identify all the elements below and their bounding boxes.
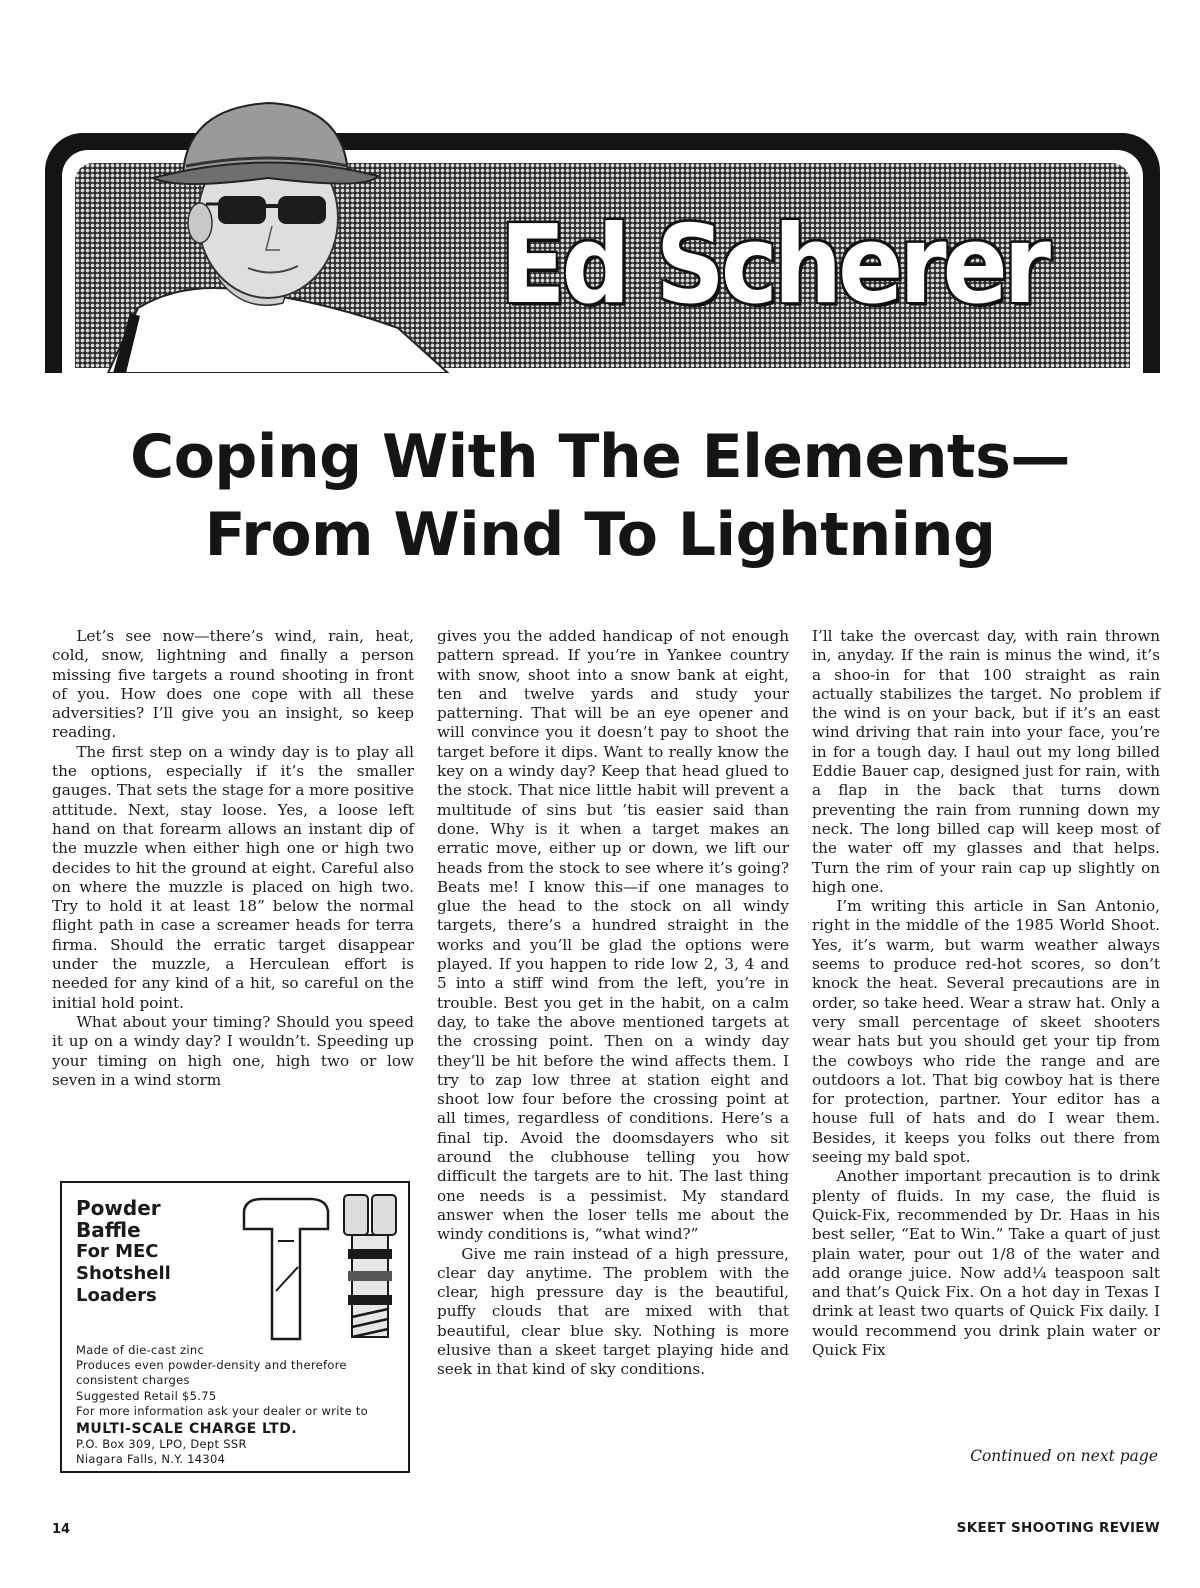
paragraph: I’m writing this article in San Antonio, right in the middle of the 1985 World Shoot. Yes, it’s warm, but warm weather always seems to produce red-hot scores, so don’t knock the heat. Several precautions are in order, so take heed. Wear a straw hat. Only a very small percentage of skeet shooters wear hats but you should get your tip from the cowboys who ride the range and are outdoors a lot. That big cowboy hat is there for protection, partner. Your editor has a house full of hats and do I wear them. Besides, it keeps you folks out there from seeing my bald spot. bbox=[812, 897, 1161, 1167]
paragraph: I’ll take the overcast day, with rain thrown in, anyday. If the rain is minus the wind, it’s a shoo-in for that 100 straight as rain actually stabilizes the target. No problem if the wind is on your back, but if it’s an east wind driving that rain into your face, you’re in for a tough day. I haul out my long billed Eddie Bauer cap, designed just for rain, with a flap in the back that turns down preventing the rain from running down my neck. The long billed cap will keep most of the water off my glasses and that helps. Turn the rim of your rain cap up slightly on high one. bbox=[812, 627, 1160, 896]
advertisement-box bbox=[60, 1181, 410, 1473]
ad-address-line: Niagara Falls, N.Y. 14304 bbox=[76, 1452, 226, 1467]
article-column-3 bbox=[812, 627, 1160, 1360]
paragraph: Give me rain instead of a high pressure, clear day anytime. The problem with the clear, high pressure day is the beautiful, puffy clouds that are mixed with that beautiful, clear blue sky. Nothing is more elusive than a skeet target playing hide and seek in that kind of sky conditions. bbox=[437, 1244, 789, 1379]
headline-line-2: From Wind To Lightning bbox=[204, 500, 996, 570]
paragraph: The first step on a windy day is to play all the options, especially if it’s the smaller gauges. That sets the stage for a more positive attitude. Next, stay loose. Yes, a loose left hand on that forearm allows an instant dip of the muzzle when either high one or high two decides to hit the ground at eight. Careful also on where the muzzle is placed on high two. Try to hold it at least 18” below the normal flight path in case a screamer heads for terra firma. Should the erratic target disappear under the muzzle, a Herculean effort is needed for any kind of a hit, so careful on the initial hold point. bbox=[52, 742, 414, 1012]
ad-title-line: Loaders bbox=[76, 1285, 157, 1306]
headline bbox=[40, 418, 1160, 574]
page-number: 14 bbox=[52, 1522, 71, 1537]
ad-address-line: P.O. Box 309, LPO, Dept SSR bbox=[76, 1437, 247, 1452]
ad-line: For more information ask your dealer or write to bbox=[76, 1403, 368, 1418]
headline-line-1: Coping With The Elements— bbox=[130, 422, 1070, 492]
ad-title-line: For MEC bbox=[76, 1241, 159, 1262]
article-column-2 bbox=[437, 627, 789, 1380]
ad-title-line: Baffle bbox=[76, 1218, 141, 1242]
ad-company: MULTI-SCALE CHARGE LTD. bbox=[76, 1421, 298, 1438]
paragraph: Let’s see now—there’s wind, rain, heat, cold, snow, lightning and finally a person missing five targets a round shooting in front of you. How does one cope with all these adversities? I’ll give you an insight, so keep reading. bbox=[52, 627, 414, 742]
ad-text bbox=[76, 1343, 406, 1468]
ad-title-line: Shotshell bbox=[76, 1263, 171, 1284]
columnist-name: Ed Scherer bbox=[500, 202, 1048, 328]
magazine-name: SKEET SHOOTING REVIEW bbox=[956, 1520, 1160, 1536]
paragraph: Another important precaution is to drink plenty of fluids. In my case, the fluid is Quick-Fix, recommended by Dr. Haas in his best seller, “Eat to Win.” Take a quart of just plain water, pour out 1/8 of the water and add orange juice. Now add¼ teaspoon salt and that’s Quick Fix. On a hot day in Texas I drink at least two quarts of Quick Fix daily. I would recommend you drink plain water or Quick Fix bbox=[812, 1167, 1160, 1359]
columnist-portrait bbox=[68, 78, 488, 373]
ad-line: Made of die-cast zinc bbox=[76, 1343, 205, 1357]
article-column-1 bbox=[52, 627, 414, 1090]
ad-title bbox=[76, 1197, 236, 1307]
ad-title-line: Powder bbox=[76, 1196, 161, 1220]
ad-line: Suggested Retail $5.75 bbox=[76, 1388, 217, 1403]
paragraph: gives you the added handicap of not enough pattern spread. If you’re in Yankee country with snow, shoot into a snow bank at eight, ten and twelve yards and study your patterning. That will be an eye opener and will convince you it doesn’t pay to shoot the target before it dips. Want to really know the key on a windy day? Keep that head glued to the stock. That nice little habit will prevent a multitude of sins but ’tis easier said than done. Why is it when a target makes an erratic move, either up or down, we lift our heads from the stock to see where it’s going? Beats me! I know this—if one manages to glue the head to the stock on all windy targets, there’s a hundred straight in the works and you’ll be glad the options were played. If you happen to ride low 2, 3, 4 and 5 into a stiff wind from the left, you’re in trouble. Best you get in the habit, on a calm day, to take the above mentioned targets at the crossing point. Then on a windy day they’ll be hit before the wind affects them. I try to zap low three at station eight and shoot low four before the crossing point at all times, regardless of conditions. Here’s a final tip. Avoid the doomsdayers who sit around the clubhouse telling you how difficult the targets are to hit. The last thing one needs is a pessimist. My standard answer when the loser tells me about the windy conditions is, “what wind?” bbox=[437, 627, 789, 1244]
continued-note: Continued on next page bbox=[970, 1447, 1158, 1465]
ad-line: Produces even powder-density and therefore consistent charges bbox=[76, 1358, 347, 1388]
paragraph: What about your timing? Should you speed it up on a windy day? I wouldn’t. Speeding up your timing on high one, high two or low seven in a wind storm bbox=[52, 1012, 414, 1089]
powder-baffle-illustration bbox=[240, 1191, 402, 1341]
